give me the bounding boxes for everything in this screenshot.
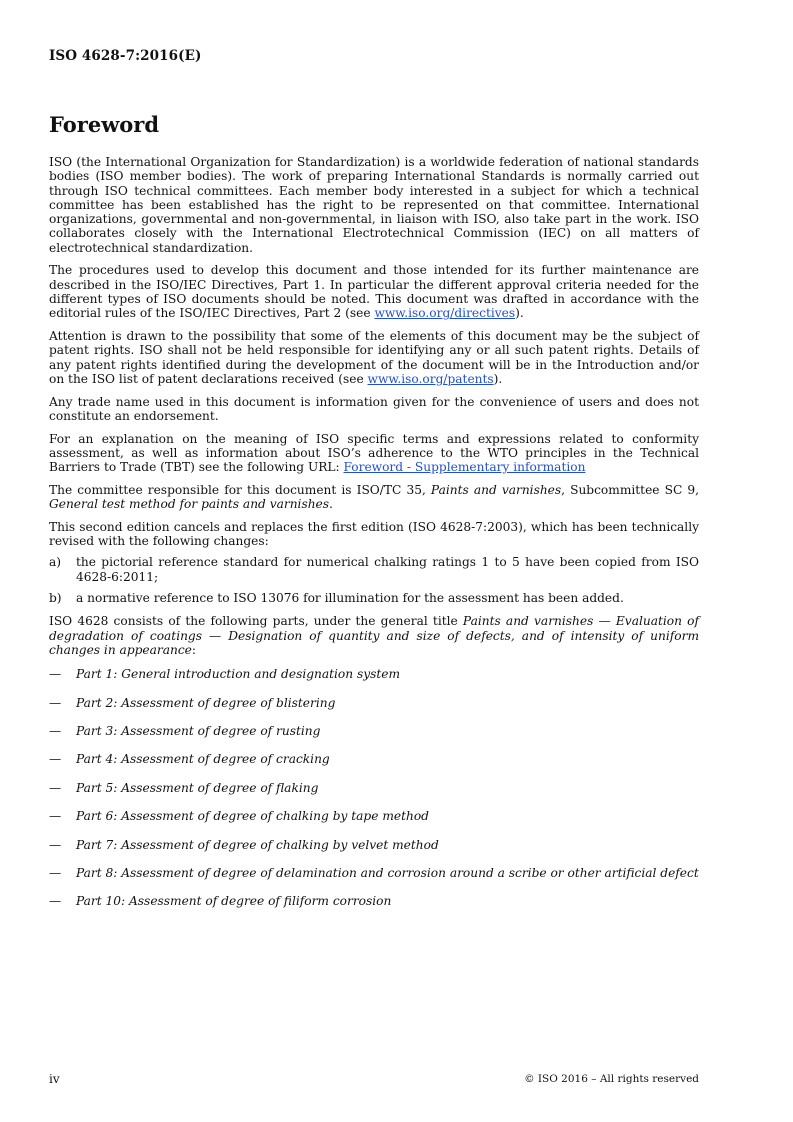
paragraph-procedures: The procedures used to develop this document and those intended for its further maintenance are described in the ISO/IEC Directives, Part 1. In particular the different approval criteria needed for the different types of ISO documents should be noted. This document was drafted in accordance with the editorial rules of the ISO/IEC Directives, Part 2 (see www.iso.org/directives). — [49, 263, 699, 321]
list-item: — Part 6: Assessment of degree of chalking by tape method — [49, 809, 429, 824]
document-page — [49, 0, 699, 1122]
list-item: — Part 5: Assessment of degree of flaking — [49, 780, 319, 795]
paragraph-parts-intro: ISO 4628 consists of the following parts, under the general title Paints and varnishes — Evaluation of degradation of coatings — Designation of quantity and size of defects, and of intensity of uniform changes in appearance: — [49, 614, 699, 657]
directives-link[interactable]: www.iso.org/directives — [374, 306, 516, 321]
list-item: a) the pictorial reference standard for numerical chalking ratings 1 to 5 have been copied from ISO 4628-6:2011; — [49, 555, 699, 584]
supplementary-info-link[interactable]: Foreword - Supplementary information — [343, 460, 586, 475]
page-title: Foreword — [49, 112, 160, 137]
list-item: — Part 2: Assessment of degree of blistering — [49, 695, 336, 710]
document-id: ISO 4628-7:2016(E) — [49, 48, 202, 64]
list-item: b) a normative reference to ISO 13076 for illumination for the assessment has been added. — [49, 591, 624, 606]
foreword-body — [49, 155, 699, 923]
list-item: — Part 7: Assessment of degree of chalking by velvet method — [49, 837, 439, 852]
paragraph-patents: Attention is drawn to the possibility that some of the elements of this document may be the subject of patent rights. ISO shall not be held responsible for identifying any or all such patent rights. Details of any patent rights identified during the development of the document will be in the Introduction and/or on the ISO list of patent declarations received (see www.iso.org/patents). — [49, 329, 699, 386]
paragraph-edition: This second edition cancels and replaces the first edition (ISO 4628-7:2003), which has been technically revised with the following changes: — [49, 519, 699, 549]
paragraph-committee: The committee responsible for this document is ISO/TC 35, Paints and varnishes, Subcommittee SC 9, General test method for paints and varnishes. — [49, 482, 699, 512]
paragraph-conformity: For an explanation on the meaning of ISO specific terms and expressions related to conformity assessment, as well as information about ISO’s adherence to the WTO principles in the Technical Barriers to Trade (TBT) see the following URL: Foreword - Supplementary information — [49, 431, 699, 475]
list-item: — Part 10: Assessment of degree of filiform corrosion — [49, 894, 392, 909]
patents-link[interactable]: www.iso.org/patents — [367, 371, 494, 386]
list-item: — Part 8: Assessment of degree of delamination and corrosion around a scribe or other artificial defect — [49, 865, 699, 880]
paragraph-trade-name: Any trade name used in this document is information given for the convenience of users and does not constitute an endorsement. — [49, 394, 699, 423]
list-item: — Part 1: General introduction and designation system — [49, 667, 401, 682]
copyright-notice: © ISO 2016 – All rights reserved — [524, 1073, 699, 1085]
list-item: — Part 3: Assessment of degree of rusting — [49, 724, 321, 739]
list-item: — Part 4: Assessment of degree of cracking — [49, 752, 330, 767]
page-number: iv — [49, 1072, 60, 1086]
paragraph-iso-intro: ISO (the International Organization for Standardization) is a worldwide federation of national standards bodies (ISO member bodies). The work of preparing International Standards is normally carried out through ISO technical committees. Each member body interested in a subject for which a technical committee has been established has the right to be represented on that committee. International organizations, governmental and non-governmental, in liaison with ISO, also take part in the work. ISO collaborates closely with the International Electrotechnical Commission (IEC) on all matters of electrotechnical standardization. — [49, 155, 699, 255]
parts-list — [49, 667, 699, 923]
